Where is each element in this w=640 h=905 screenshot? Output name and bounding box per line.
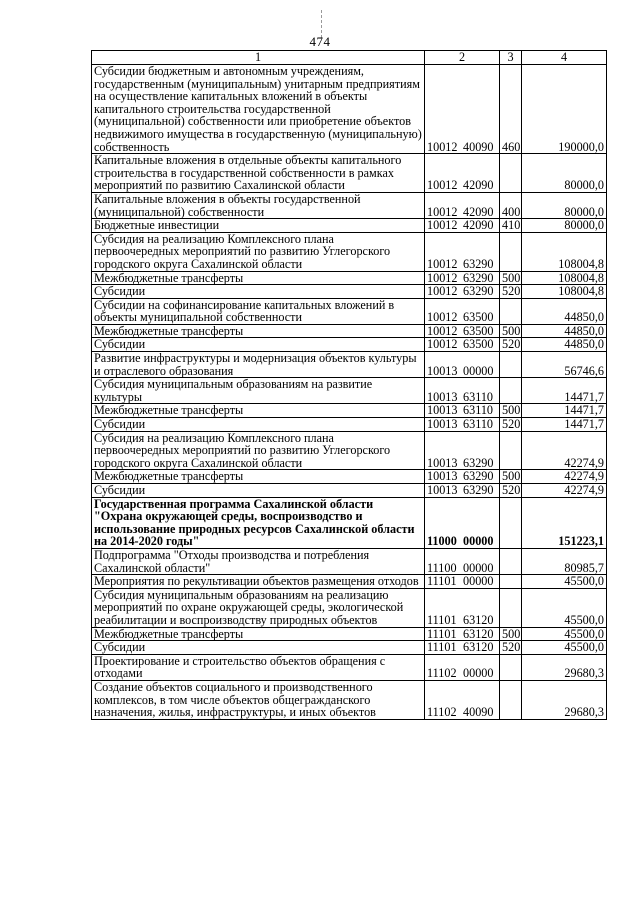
row-code-program: 10012 <box>427 204 458 219</box>
row-name: Субсидии бюджетным и автономным учреждениям, государственным (муниципальным) унитарным предприятиям на осуществление капитальных вложений в объекты капитального строительства государственной (муниципальной) собственности или приобретение объектов недвижимого имущества в государственную (муниципальную) собственность <box>92 65 425 154</box>
row-amount: 45500,0 <box>522 588 607 627</box>
row-code-direction: 40090 <box>463 705 494 720</box>
row-expense-type <box>500 298 522 324</box>
table-row <box>92 338 607 352</box>
row-code-program: 11101 <box>427 574 457 589</box>
row-name: Подпрограмма "Отходы производства и потребления Сахалинской области" <box>92 548 425 574</box>
row-expense-type: 520 <box>500 484 522 498</box>
table-row <box>92 654 607 680</box>
row-name: Государственная программа Сахалинской области "Охрана окружающей среды, воспроизводство и использование природных ресурсов Сахалинской области на 2014-2020 годы" <box>92 497 425 548</box>
row-code-direction: 00000 <box>463 560 494 575</box>
row-amount: 42274,9 <box>522 470 607 484</box>
row-amount: 42274,9 <box>522 484 607 498</box>
row-name: Субсидии <box>92 418 425 432</box>
row-code <box>425 431 500 470</box>
row-expense-type: 520 <box>500 285 522 299</box>
row-code <box>425 575 500 589</box>
row-code-direction: 63110 <box>463 417 494 432</box>
row-code <box>425 418 500 432</box>
row-name: Создание объектов социального и производственного комплексов, в том числе объектов общегражданского назначения, жилья, инфраструктуры, и иных объектов <box>92 680 425 719</box>
row-name: Межбюджетные трансферты <box>92 324 425 338</box>
row-amount: 45500,0 <box>522 575 607 589</box>
row-code <box>425 588 500 627</box>
row-code <box>425 232 500 271</box>
row-amount: 45500,0 <box>522 627 607 641</box>
row-name: Бюджетные инвестиции <box>92 219 425 233</box>
row-code <box>425 548 500 574</box>
table-row <box>92 154 607 193</box>
row-amount: 45500,0 <box>522 641 607 655</box>
row-amount: 151223,1 <box>522 497 607 548</box>
row-expense-type: 500 <box>500 470 522 484</box>
row-expense-type: 500 <box>500 271 522 285</box>
row-amount: 108004,8 <box>522 232 607 271</box>
table-row <box>92 404 607 418</box>
row-code-program: 10012 <box>427 284 458 299</box>
row-name: Межбюджетные трансферты <box>92 470 425 484</box>
table-row <box>92 431 607 470</box>
row-name: Субсидия на реализацию Комплексного плана первоочередных мероприятий по развитию Углегорского городского округа Сахалинской области <box>92 232 425 271</box>
row-code <box>425 324 500 338</box>
row-code-direction: 42090 <box>463 218 494 233</box>
row-code-program: 10013 <box>427 455 458 470</box>
table-row <box>92 65 607 154</box>
row-code <box>425 154 500 193</box>
row-name: Субсидия на реализацию Комплексного плана первоочередных мероприятий по развитию Углегорского городского округа Сахалинской области <box>92 431 425 470</box>
row-expense-type: 520 <box>500 641 522 655</box>
row-expense-type <box>500 378 522 404</box>
row-code-program: 11101 <box>427 640 457 655</box>
row-expense-type <box>500 548 522 574</box>
row-name: Субсидии на софинансирование капитальных вложений в объекты муниципальной собственности <box>92 298 425 324</box>
table-row <box>92 298 607 324</box>
row-expense-type: 500 <box>500 404 522 418</box>
row-code-program: 10012 <box>427 324 458 338</box>
table-row <box>92 497 607 548</box>
row-expense-type <box>500 575 522 589</box>
row-amount: 14471,7 <box>522 378 607 404</box>
row-code-program: 10012 <box>427 218 458 233</box>
table-row <box>92 575 607 589</box>
row-code-program: 10013 <box>427 403 458 418</box>
row-expense-type <box>500 232 522 271</box>
row-code-direction: 42090 <box>463 204 494 219</box>
table-row <box>92 548 607 574</box>
row-code-direction: 63120 <box>463 612 494 627</box>
row-code <box>425 378 500 404</box>
row-code-program: 10012 <box>427 139 458 154</box>
row-code-direction: 63110 <box>463 403 494 418</box>
row-code <box>425 470 500 484</box>
row-code <box>425 641 500 655</box>
row-code-direction: 63120 <box>463 640 494 655</box>
row-code <box>425 352 500 378</box>
row-expense-type <box>500 680 522 719</box>
table-row <box>92 271 607 285</box>
row-expense-type <box>500 154 522 193</box>
row-expense-type: 410 <box>500 219 522 233</box>
row-code-direction: 63500 <box>463 337 494 352</box>
table-row <box>92 219 607 233</box>
row-code-direction: 63500 <box>463 324 494 338</box>
row-code-direction: 00000 <box>463 363 494 378</box>
row-code <box>425 285 500 299</box>
row-code-program: 11101 <box>427 612 457 627</box>
row-expense-type: 500 <box>500 324 522 338</box>
row-code <box>425 192 500 218</box>
row-amount: 44850,0 <box>522 338 607 352</box>
row-expense-type: 520 <box>500 338 522 352</box>
row-amount: 80000,0 <box>522 219 607 233</box>
row-code-direction: 63290 <box>463 469 494 484</box>
row-name: Мероприятия по рекультивации объектов размещения отходов <box>92 575 425 589</box>
table-row <box>92 324 607 338</box>
row-code-direction: 00000 <box>463 666 494 681</box>
row-code-direction: 63290 <box>463 271 494 285</box>
row-expense-type <box>500 654 522 680</box>
row-name: Субсидии <box>92 338 425 352</box>
row-expense-type: 500 <box>500 627 522 641</box>
row-name: Субсидия муниципальным образованиям на реализацию мероприятий по охране окружающей среды, экологической реабилитации и воспроизводству природных объектов <box>92 588 425 627</box>
row-expense-type: 520 <box>500 418 522 432</box>
row-amount: 42274,9 <box>522 431 607 470</box>
row-amount: 14471,7 <box>522 404 607 418</box>
row-name: Развитие инфраструктуры и модернизация объектов культуры и отраслевого образования <box>92 352 425 378</box>
row-code <box>425 338 500 352</box>
row-expense-type: 400 <box>500 192 522 218</box>
row-code-program: 10012 <box>427 310 458 325</box>
table-row <box>92 470 607 484</box>
row-code <box>425 298 500 324</box>
table-row <box>92 232 607 271</box>
row-name: Межбюджетные трансферты <box>92 404 425 418</box>
row-amount: 29680,3 <box>522 654 607 680</box>
table-row <box>92 627 607 641</box>
row-code-program: 10012 <box>427 178 458 193</box>
table-row <box>92 418 607 432</box>
row-amount: 190000,0 <box>522 65 607 154</box>
row-name: Капитальные вложения в объекты государственной (муниципальной) собственности <box>92 192 425 218</box>
row-code <box>425 627 500 641</box>
row-code <box>425 404 500 418</box>
row-code <box>425 271 500 285</box>
row-name: Субсидии <box>92 641 425 655</box>
table-row <box>92 352 607 378</box>
row-code-direction: 00000 <box>463 574 494 589</box>
row-code-direction: 63110 <box>463 389 494 404</box>
header-col-4: 4 <box>522 51 607 65</box>
row-code <box>425 654 500 680</box>
row-code-direction: 63120 <box>463 627 494 641</box>
row-name: Межбюджетные трансферты <box>92 627 425 641</box>
row-expense-type: 460 <box>500 65 522 154</box>
table-row <box>92 641 607 655</box>
row-code-program: 10013 <box>427 363 458 378</box>
row-amount: 14471,7 <box>522 418 607 432</box>
row-code <box>425 219 500 233</box>
row-expense-type <box>500 352 522 378</box>
row-code-program: 10012 <box>427 271 458 285</box>
row-amount: 44850,0 <box>522 298 607 324</box>
row-code-program: 10013 <box>427 417 458 432</box>
header-col-2: 2 <box>425 51 500 65</box>
row-code-program: 10013 <box>427 483 458 497</box>
row-amount: 44850,0 <box>522 324 607 338</box>
table-row <box>92 378 607 404</box>
table-row <box>92 588 607 627</box>
row-amount: 29680,3 <box>522 680 607 719</box>
row-name: Проектирование и строительство объектов обращения с отходами <box>92 654 425 680</box>
row-code-program: 11100 <box>427 560 457 575</box>
row-expense-type <box>500 431 522 470</box>
row-code <box>425 65 500 154</box>
row-amount: 80000,0 <box>522 154 607 193</box>
budget-table <box>91 50 607 720</box>
row-name: Межбюджетные трансферты <box>92 271 425 285</box>
row-code-program: 11000 <box>427 534 457 549</box>
row-name: Субсидии <box>92 285 425 299</box>
row-code-direction: 63290 <box>463 455 494 470</box>
row-code-program: 10013 <box>427 389 458 404</box>
row-name: Субсидия муниципальным образованиям на развитие культуры <box>92 378 425 404</box>
page-number: 474 <box>309 34 331 49</box>
row-code-program: 11101 <box>427 627 457 641</box>
row-code-direction: 40090 <box>463 139 494 154</box>
table-header-row <box>92 51 607 65</box>
row-code-direction: 63290 <box>463 483 494 497</box>
row-code-direction: 63290 <box>463 284 494 299</box>
row-amount: 108004,8 <box>522 285 607 299</box>
row-amount: 80000,0 <box>522 192 607 218</box>
row-amount: 108004,8 <box>522 271 607 285</box>
row-code-program: 11102 <box>427 666 457 681</box>
row-expense-type <box>500 588 522 627</box>
row-name: Капитальные вложения в отдельные объекты капитального строительства в государственной собственности в рамках мероприятий по развитию Сахалинской области <box>92 154 425 193</box>
row-code-direction: 42090 <box>463 178 494 193</box>
row-amount: 56746,6 <box>522 352 607 378</box>
row-code-direction: 63290 <box>463 256 494 271</box>
row-name: Субсидии <box>92 484 425 498</box>
table-row <box>92 192 607 218</box>
row-expense-type <box>500 497 522 548</box>
row-code-direction: 63500 <box>463 310 494 325</box>
table-row <box>92 285 607 299</box>
row-code-direction: 00000 <box>463 534 494 549</box>
row-code-program: 10012 <box>427 337 458 352</box>
header-col-1: 1 <box>92 51 425 65</box>
row-code-program: 11102 <box>427 705 457 720</box>
table-row <box>92 484 607 498</box>
row-code <box>425 484 500 498</box>
row-code-program: 10013 <box>427 469 458 484</box>
row-amount: 80985,7 <box>522 548 607 574</box>
header-col-3: 3 <box>500 51 522 65</box>
table-row <box>92 680 607 719</box>
row-code <box>425 680 500 719</box>
row-code <box>425 497 500 548</box>
row-code-program: 10012 <box>427 256 458 271</box>
